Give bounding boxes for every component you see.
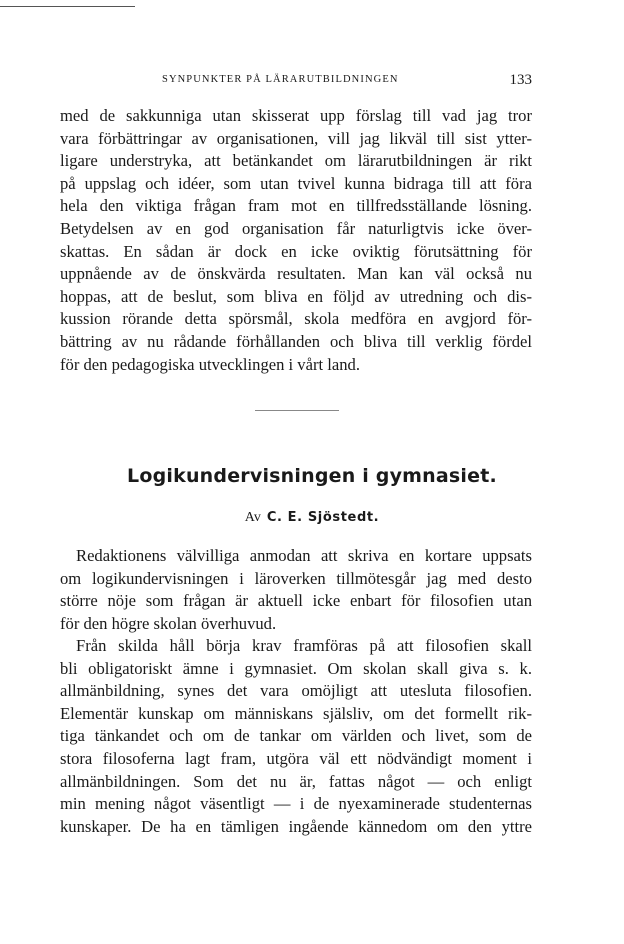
page-number: 133 [509, 72, 532, 88]
text-line: skattas. En sådan är dock en icke oviktig förutsättning för [60, 241, 532, 261]
text-line: bättring av nu rådande förhållanden och bliva till verklig fördel [60, 331, 532, 351]
text-line: vara förbättringar av organisationen, vill jag likväl till sist ytter- [60, 128, 532, 148]
text-line: allmänbildningen. Som det nu är, fattas något — och enligt [60, 771, 532, 791]
text-line: hoppas, att de beslut, som bliva en följd av utredning och dis- [60, 286, 532, 306]
text-line: med de sakkunniga utan skisserat upp förslag till vad jag tror [60, 106, 532, 125]
text-line: kunskaper. De ha en tämligen ingående kännedom om den yttre [60, 816, 532, 836]
text-line: tiga tänkandet och om de tankar om världen och livet, som de [60, 726, 532, 746]
text-line: stora filosoferna lagt fram, utgöra väl ett nödvändigt moment i [60, 748, 532, 768]
text-line: kussion rörande detta spörsmål, skola medföra en avgjord för- [60, 309, 532, 329]
paragraph-main [60, 635, 532, 838]
paragraph-continued [60, 105, 532, 376]
text-line: Betydelsen av en god organisation får naturligtvis icke över- [60, 218, 532, 238]
text-line: på uppslag och idéer, som utan tvivel kunna bidraga till att föra [60, 173, 532, 193]
text-line: för den pedagogiska utvecklingen i vårt land. [60, 354, 360, 374]
text-line: om logikundervisningen i läroverken tillmötesgår jag med desto [60, 568, 532, 588]
top-rule [0, 6, 135, 7]
text-line: större nöje som frågan är aktuell icke enbart för filosofien utan [60, 591, 532, 611]
section-divider [255, 410, 339, 411]
text-line: bli obligatoriskt ämne i gymnasiet. Om skolan skall giva s. k. [60, 658, 532, 678]
text-line: allmänbildning, synes det vara omöjligt att utesluta filosofien. [60, 681, 532, 701]
text-line: uppnående av de önskvärda resultaten. Man kan väl också nu [60, 264, 532, 284]
text-line: hela den viktiga frågan fram mot en tillfredsställande lösning. [60, 196, 532, 216]
text-line: för den högre skolan överhuvud. [60, 613, 277, 633]
paragraph-intro [60, 545, 532, 635]
text-line: ligare understryka, att betänkandet om lärarutbildningen är rikt [60, 151, 532, 171]
byline [0, 510, 624, 526]
text-line: Redaktionens välvilliga anmodan att skriva en kortare uppsats [76, 546, 532, 565]
running-head [60, 72, 532, 92]
running-title: SYNPUNKTER PÅ LÄRARUTBILDNINGEN [162, 74, 399, 85]
byline-prefix: Av [244, 510, 261, 525]
text-line: min mening något väsentligt — i de nyexaminerade studenternas [60, 794, 532, 814]
article-title: Logikundervisningen i gymnasiet. [127, 465, 497, 487]
text-line: Från skilda håll börja krav framföras på att filosofien skall [76, 636, 532, 655]
author-name: C. E. Sjöstedt. [266, 510, 380, 525]
text-line: Elementär kunskap om människans själsliv, om det formellt rik- [60, 703, 532, 723]
